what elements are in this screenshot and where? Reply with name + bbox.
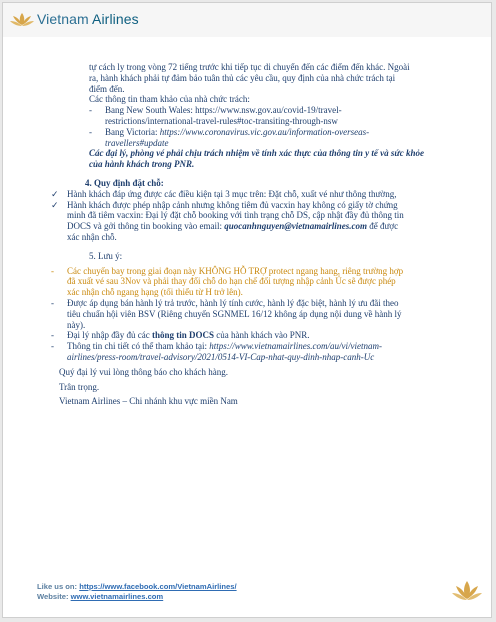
note-2: - Được áp dụng bán hành lý trả trước, hành lý tính cước, hành lý đặc biệt, hành lý ưu đãi theo	[51, 297, 399, 308]
document-page	[2, 2, 492, 618]
section-5-title: 5. Lưu ý:	[89, 250, 123, 261]
note-4: - Thông tin chi tiết có thể tham khảo tại: https://www.vietnamairlines.com/au/vi/vietnam-	[51, 341, 383, 352]
responsibility-note: của hành khách trong PNR.	[89, 159, 195, 170]
lotus-icon	[9, 11, 35, 29]
vic-url: https://www.coronavirus.vic.gov.au/information-overseas-	[159, 126, 370, 137]
reference-nsw-url: restrictions/international-travel-rules#toc-transiting-through-nsw	[105, 115, 338, 126]
dash-bullet: -	[51, 330, 54, 341]
booking-rule-2-line: DOCS và gởi thông tin booking vào email: quocanhnguyen@vietnamairlines.com để được	[67, 221, 399, 232]
contact-email[interactable]: quocanhnguyen@vietnamairlines.com	[224, 221, 368, 232]
note-1: - Các chuyến bay trong giai đoạn này KHÔNG HỖ TRỢ protect ngang hang, riêng trường hợp	[51, 265, 404, 276]
booking-rule-2: ✓ Hành khách được phép nhập cảnh nhưng không tiêm đủ vacxin hay không có giấy tờ chứng	[51, 199, 398, 210]
section-4-title: 4. Quy định đặt chỗ:	[85, 177, 164, 188]
advisory-link[interactable]: https://www.vietnamairlines.com/au/vi/vietnam-	[209, 341, 383, 352]
dash-bullet: -	[89, 126, 92, 137]
letter-body	[51, 62, 481, 407]
header-bar	[3, 3, 491, 37]
vic-url-cont: travellers#update	[105, 137, 169, 148]
note-3: - Đại lý nhập đầy đủ các thông tin DOCS của hành khách vào PNR.	[51, 330, 310, 341]
paragraph-line: ra, hành khách phải tự đảm bảo tuân thủ các yêu cầu, quy định của nhà chức trách tại	[89, 72, 396, 83]
booking-rule-2-line: minh đã tiêm vacxin: Đại lý đặt chỗ booking với tình trạng chỗ DS, cập nhật đầy đủ thông tin	[67, 210, 404, 221]
reference-intro: Các thông tin tham khảo của nhà chức trách:	[89, 94, 250, 105]
website-link[interactable]: www.vietnamairlines.com	[70, 592, 164, 601]
dash-bullet: -	[51, 341, 54, 352]
closing-regards: Trân trọng.	[59, 381, 100, 392]
responsibility-note: Các đại lý, phòng vé phải chịu trách nhiệm về tính xác thực của thông tin y tế và sức khỏe	[89, 148, 425, 159]
note-2-line: tiêu chuẩn hội viên BSV (Riêng chuyến SGNMEL 16/12 không áp dụng nội dung về hành lý	[67, 308, 402, 319]
advisory-link-cont[interactable]: airlines/press-room/travel-advisory/2021/0514-VI-Cap-nhat-quy-dinh-nhap-canh-Uc	[67, 351, 375, 362]
note-1-line: đã xuất vé sau 3Nov và phải thay đổi chỗ do hạn chế đối tượng nhập cảnh Úc sẽ được phép	[67, 276, 396, 287]
paragraph-line: tự cách ly trong vòng 72 tiếng trước khi tiếp tục di chuyển đến các điểm đến khác. Ngoài	[89, 62, 410, 72]
reference-vic: - Bang Victoria: https://www.coronavirus.vic.gov.au/information-overseas-	[89, 126, 370, 137]
dash-bullet: -	[89, 105, 92, 116]
lotus-icon	[451, 578, 483, 606]
brand-name: Vietnam Airlines	[37, 11, 139, 27]
booking-rule-1: ✓ Hành khách đáp ứng được các điều kiện tại 3 mục trên: Đặt chỗ, xuất vé như thông thường,	[51, 188, 397, 199]
note-1-line: xác nhận chỗ ngang hạng (tối thiểu từ H trở lên).	[67, 287, 243, 298]
signature: Vietnam Airlines – Chi nhánh khu vực miền Nam	[59, 396, 238, 407]
closing-line: Quý đại lý vui lòng thông báo cho khách hàng.	[59, 366, 228, 377]
checkmark-icon: ✓	[51, 188, 59, 199]
note-2-line: này).	[67, 319, 86, 330]
footer: Like us on: https://www.facebook.com/VietnamAirlines/ Website: www.vietnamairlines.com	[37, 582, 237, 601]
facebook-link[interactable]: https://www.facebook.com/VietnamAirlines/	[79, 582, 237, 591]
checkmark-icon: ✓	[51, 199, 59, 210]
dash-bullet: -	[51, 297, 54, 308]
paragraph-line: điểm đến.	[89, 83, 125, 94]
dash-bullet: -	[51, 265, 54, 276]
reference-nsw: - Bang New South Wales: https://www.nsw.gov.au/covid-19/travel-	[89, 105, 342, 116]
booking-rule-2-line: xác nhận chỗ.	[67, 231, 117, 242]
